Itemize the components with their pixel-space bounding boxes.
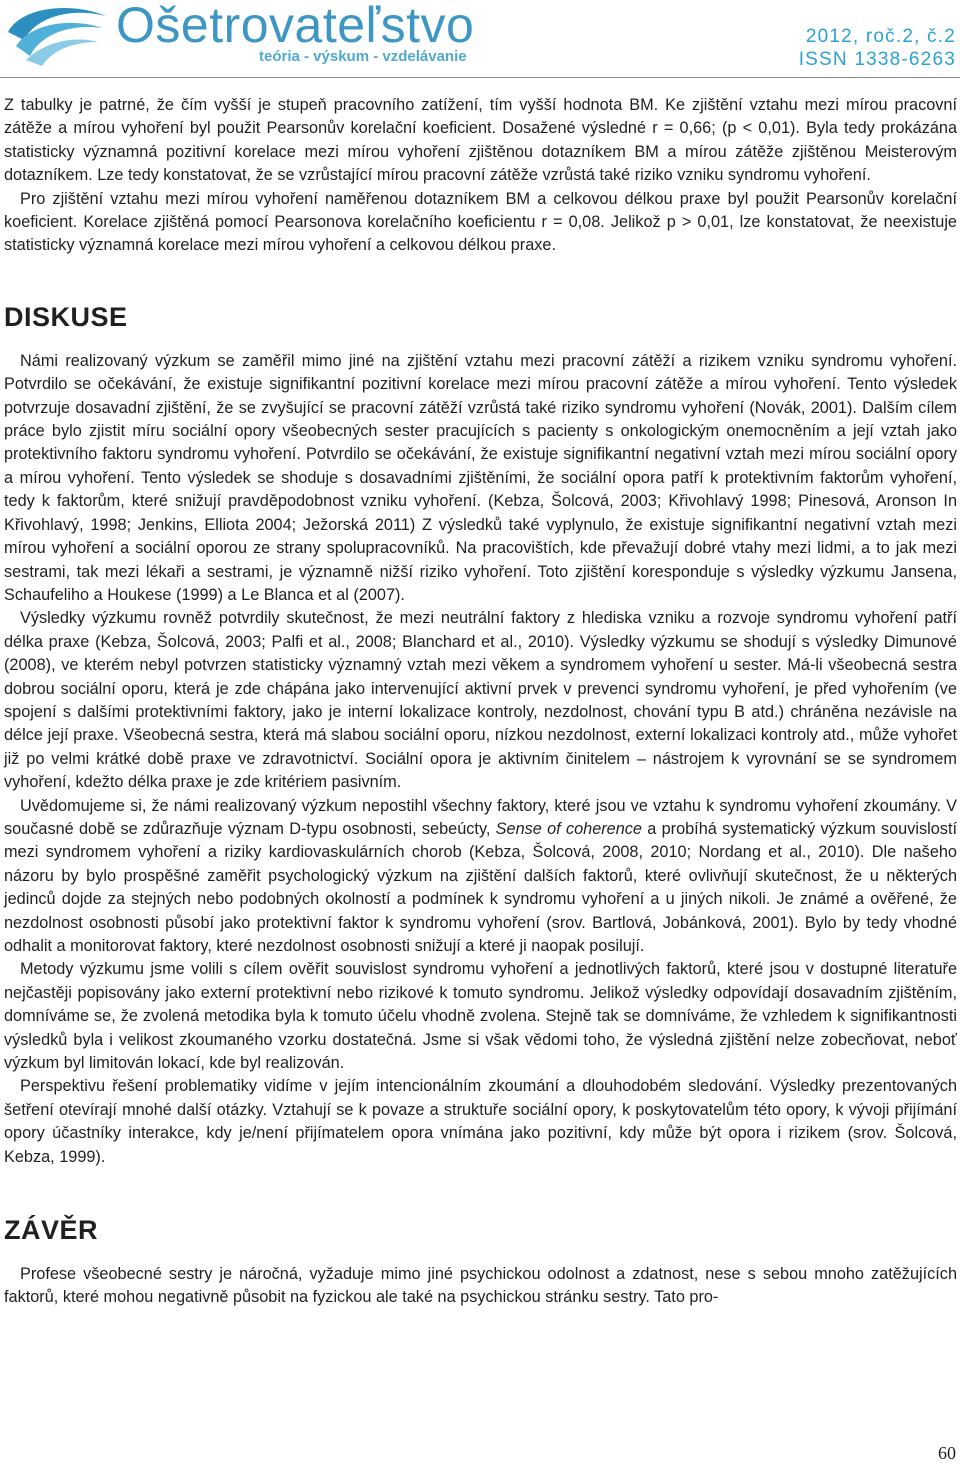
- page-header: [0, 0, 960, 84]
- journal-title: Ošetrovateľstvo: [116, 0, 475, 53]
- section-heading-diskuse: DISKUSE: [4, 301, 128, 332]
- diskuse-paragraph-3: [4, 795, 957, 959]
- swoosh-logo-icon: [2, 2, 114, 70]
- zaver-paragraph-1: Profese všeobecné sestry je náročná, vyžaduje mimo jiné psychickou odolnost a zdatnost, nese s sebou mnoho zatěžujících faktorů, které mohou negativně působit na fyzickou ale také na psychickou stránku sestry. Tato pro-: [4, 1265, 957, 1307]
- journal-subtitle: teória - výskum - vzdelávanie: [259, 48, 467, 65]
- diskuse-paragraph-4: Metody výzkumu jsme volili s cílem ověřit souvislost syndromu vyhoření a jednotlivých faktorů, které jsou v dostupné literatuře nejčastěji popisovány jako externí protektivní nebo rizikové k tomuto syndromu. Jelikož výsledky odpovídají dosavadním zjištěním, domníváme se, že zvolená metodika byla k tomuto účelu vhodně zvolena. Stejně tak se domníváme, že vzhledem k signifikantnosti výsledků byla i velikost zkoumaného vzorku dostatečná. Jsme si však vědomi toho, že výsledná zjištění nelze zobecňovat, neboť výzkum byl limitován lokací, kde byl realizován.: [4, 960, 957, 1073]
- section-heading-zaver: ZÁVĚR: [4, 1215, 99, 1246]
- diskuse-paragraph-5: Perspektivu řešení problematiky vidíme v jejím intencionálním zkoumání a dlouhodobém sledování. Výsledky prezentovaných šetření otevírají mnohé další otázky. Vztahují se k povaze a struktuře sociální opory, k poskytovatelům této opory, k vývoji přijímání opory účastníky interakce, kdy je/není přijímatelem opora vnímána jako pozitivní, kdy může být opora i rizikem (srov. Šolcová, Kebza, 1999).: [4, 1077, 957, 1166]
- issue-info: [799, 25, 956, 71]
- diskuse-paragraph-1: Námi realizovaný výzkum se zaměřil mimo jiné na zjištění vztahu mezi pracovní zátěží a rizikem vzniku syndromu vyhoření. Potvrdilo se očekávání, že existuje signifikantní pozitivní korelace mezi mírou pracovní zátěže a mírou vyhoření. Tento výsledek potvrzuje dosavadní zjištění, že se zvyšující se pracovní zátěží vzrůstá také riziko syndromu vyhoření (Novák, 2001). Dalším cílem práce bylo zjistit míru sociální opory všeobecných sester pracujících s pacienty s onkologickým onemocněním a její vztah jako protektivního faktoru syndromu vyhoření. Potvrdilo se očekávání, že existuje signifikantní negativní vztah mezi mírou sociální opory a mírou vyhoření. Tento výsledek se shoduje s dosavadními zjištěními, že sociální opora patří k protektivním faktorům vyhoření, tedy k faktorům, které snižují pravděpodobnost vzniku vyhoření. (Kebza, Šolcová, 2003; Křivohlavý 1998; Pinesová, Aronson In Křivohlavý, 1998; Jenkins, Elliota 2004; Ježorská 2011) Z výsledků také vyplynulo, že existuje signifikantní negativní vztah mezi mírou vyhoření a sociální oporou ze strany spolupracovníků. Na pracovištích, kde převažují dobré vtahy mezi lidmi, a to jak mezi sestrami, tak mezi lékaři a sestrami, je významně nižší riziko vyhoření. Toto zjištění koresponduje s výsledky výzkumu Jansena, Schaufeliho a Houkese (1999) a Le Blanca et al (2007).: [4, 351, 957, 604]
- page-number: 60: [938, 1443, 956, 1463]
- results-paragraph-1: Z tabulky je patrné, že čím vyšší je stupeň pracovního zatížení, tím vyšší hodnota BM. Ke zjištění vztahu mezi mírou pracovní zátěže a mírou vyhoření byl použit Pearsonův korelační koeficient. Dosažené výsledné r = 0,66; (p < 0,01). Byla tedy prokázána statisticky významná pozitivní korelace mezi mírou vyhoření zjištěnou dotazníkem BM a mírou zátěže zjištěnou Meisterovým dotazníkem. Lze tedy konstatovat, že se vzrůstající mírou pracovní zátěže vzrůstá také riziko vzniku syndromu vyhoření.: [4, 96, 957, 185]
- journal-logo: [0, 0, 480, 72]
- diskuse-p3-italic: Sense of coherence: [495, 819, 642, 838]
- diskuse-p3-text-2: a probíhá systematický výzkum souvislostí mezi syndromem vyhoření a riziky kardiovaskulárních chorob (Kebza, Šolcová, 2008, 2010; Nordang et al., 2010). Dle našeho názoru by bylo prospěšné zaměřit psychologický výzkum na zjištění dalších faktorů, které ovlivňují skutečnost, že u některých jedinců dojde za stejných nebo podobných okolností a podmínek k syndromu vyhoření a u jiných nikoli. Je známé a ověřené, že nezdolnost osobnosti působí jako protektivní faktor k syndromu vyhoření (srov. Bartlová, Jobánková, 2001). Bylo by tedy vhodné odhalit a monitorovat faktory, které nezdolnost osobnosti snižují a které ji naopak posilují.: [4, 819, 957, 955]
- header-divider: [0, 77, 960, 78]
- results-paragraph-2: Pro zjištění vztahu mezi mírou vyhoření naměřenou dotazníkem BM a celkovou délkou praxe byl použit Pearsonův korelační koeficient. Korelace zjištěná pomocí Pearsonova korelačního koeficientu r = 0,08. Jelikož p > 0,01, lze konstatovat, že neexistuje statisticky významná korelace mezi mírou vyhoření a celkovou délkou praxe.: [4, 189, 957, 255]
- issue-number: 2012, roč.2, č.2: [805, 26, 956, 47]
- diskuse-paragraph-2: Výsledky výzkumu rovněž potvrdily skutečnost, že mezi neutrální faktory z hlediska vzniku a rozvoje syndromu vyhoření patří délka praxe (Kebza, Šolcová, 2003; Palfi et al., 2008; Blanchard et al., 2010). Výsledky výzkumu se shodují s výsledky Dimunové (2008), ve kterém nebyl potvrzen statisticky významný vztah mezi věkem a syndromem vyhoření u sester. Má-li všeobecná sestra dobrou sociální oporu, která je zde chápána jako intervenující aktivní prvek v prevenci syndromu vyhoření, je před vyhořením (ve spojení s dalšími protektivními faktory, jako je interní lokalizace kontroly, nezdolnost, chování typu B atd.) chráněna nezávisle na délce její praxe. Všeobecná sestra, která má slabou sociální oporu, nízkou nezdolnost, externí lokalizaci kontroly atd., může vyhořet již po velmi krátké době praxe ve zdravotnictví. Sociální opora je aktivním činitelem – nástrojem k vyrovnání se se syndromem vyhoření, kdežto délka praxe je zde kritériem pasivním.: [4, 609, 957, 792]
- article-body: [4, 94, 957, 1310]
- diskuse-p3-text-1: Uvědomujeme si, že námi realizovaný výzkum nepostihl všechny faktory, které jsou ve vztahu k syndromu vyhoření zkoumány. V současné době se zdůrazňuje význam D-typu osobnosti, sebeúcty,: [4, 796, 957, 838]
- issn: ISSN 1338-6263: [798, 49, 956, 70]
